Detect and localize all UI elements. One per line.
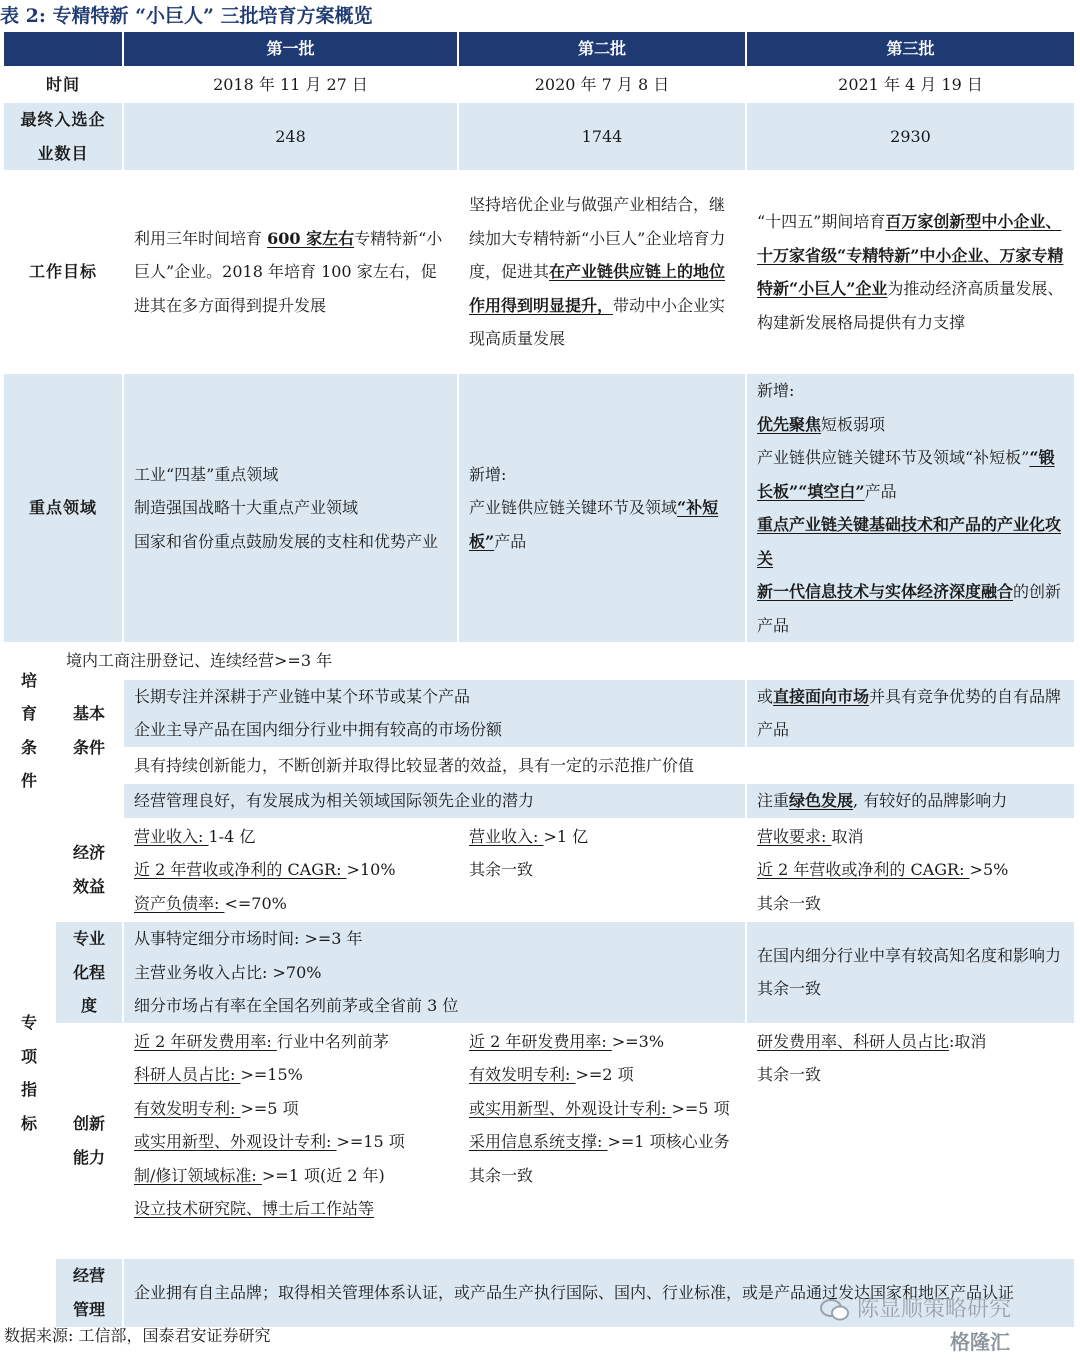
cond-blank (56, 784, 124, 820)
cond-management: 经营管理良好，有发展成为相关领域国际领先企业的潜力 (124, 784, 747, 820)
econ-batch3: 营收要求: 取消 近 2 年营收或净利的 CAGR: >5% 其余一致 (747, 820, 1076, 923)
watermark-text: 陈显顺策略研究 (857, 1297, 1012, 1322)
count-row (4, 103, 1076, 172)
wechat-icon (820, 1299, 850, 1321)
time-row (4, 68, 1076, 104)
count-batch3: 2930 (747, 103, 1076, 172)
focus-batch1: 工业“四基”重点领域 制造强国战略十大重点产业领域 国家和省份重点鼓励发展的支柱和优势产业 (124, 374, 459, 644)
spec-batch12: 从事特定细分市场时间: >=3 年 主营业务收入占比: >70% 细分市场占有率在全国名列前茅或全省前 3 位 (124, 922, 747, 1025)
focus-batch3: 新增: 优先聚焦短板弱项 产业链供应链关键环节及领域“补短板”“锻长板”“填空白”产品 重点产业链关键基础技术和产品的产业化攻关 新一代信息技术与实体经济深度融合的创新产品 (747, 374, 1076, 644)
econ-batch1: 营业收入: 1-4 亿 近 2 年营收或净利的 CAGR: >10% 资产负债率: <=70% (124, 820, 459, 923)
focus-row (4, 374, 1076, 644)
count-label (4, 103, 124, 172)
cond-own-brand: 或直接面向市场并具有竞争优势的自有品牌产品 (747, 680, 1076, 749)
innov-batch1: 近 2 年研发费用率: 行业中名列前茅 科研人员占比: >=15% 有效发明专利: >=5 项 或实用新型、外观设计专利: >=15 项 制/修订领域标准: >=1 项(近 2 年) 设立技术研究院、博士后工作站等 (124, 1025, 459, 1259)
spec-batch3: 在国内细分行业中享有较高知名度和影响力 其余一致 (747, 922, 1076, 1025)
cond-registration: 境内工商注册登记、连续经营>=3 年 (56, 644, 1076, 680)
header-batch2: 第二批 (459, 32, 747, 68)
header-row (4, 32, 1076, 68)
focus-batch2: 新增: 产业链供应链关键环节及领域“补短板”产品 (459, 374, 747, 644)
goal-row (4, 172, 1076, 374)
innov-batch3: 研发费用率、科研人员占比:取消 其余一致 (747, 1025, 1076, 1259)
goal-batch1: 利用三年时间培育 600 家左右专精特新“小巨人”企业。2018 年培育 100 家左右，促进其在多方面得到提升发展 (124, 172, 459, 374)
cond-innovation: 具有持续创新能力，不断创新并取得比较显著的效益，具有一定的示范推广价值 (124, 749, 1076, 785)
econ-batch2: 营业收入: >1 亿 其余一致 (459, 820, 747, 923)
cond-row-2 (4, 680, 1076, 749)
cond-group-label: 培 育 条 件 (4, 644, 56, 820)
batches-table (4, 32, 1076, 1329)
time-batch2: 2020 年 7 月 8 日 (459, 68, 747, 104)
data-source: 数据来源: 工信部，国泰君安证券研究 (4, 1326, 271, 1345)
header-batch1: 第一批 (124, 32, 459, 68)
mgmt-text: 企业拥有自主品牌；取得相关管理体系认证，或产品生产执行国际、国内、行业标准，或是产品通过发达国家和地区产品认证 (124, 1259, 1076, 1329)
count-label-line2: 业数目 (37, 143, 89, 163)
innov-row (4, 1025, 1076, 1259)
innov-label: 创新 能力 (56, 1025, 124, 1259)
table-title: 表 2: 专精特新 “小巨人” 三批培育方案概览 (0, 5, 373, 27)
focus-label: 重点领域 (4, 374, 124, 644)
count-batch2: 1744 (459, 103, 747, 172)
count-label-line1: 最终入选企 (20, 110, 106, 129)
cond-row-3 (4, 749, 1076, 785)
header-blank (4, 32, 124, 68)
econ-label: 经济 效益 (56, 820, 124, 923)
goal-label: 工作目标 (4, 172, 124, 374)
watermark-brand: 格隆汇 (950, 1330, 1010, 1354)
time-label: 时间 (4, 68, 124, 104)
innov-batch2: 近 2 年研发费用率: >=3% 有效发明专利: >=2 项 或实用新型、外观设计专利: >=5 项 采用信息系统支撑: >=1 项核心业务 其余一致 (459, 1025, 747, 1259)
basic-cond-label: 基本 条件 (56, 680, 124, 785)
cond-row-1 (4, 644, 1076, 680)
watermark (820, 1296, 1011, 1324)
spec-row (4, 922, 1076, 1025)
special-group-label: 专 项 指 标 (4, 820, 56, 1329)
count-batch1: 248 (124, 103, 459, 172)
header-batch3: 第三批 (747, 32, 1076, 68)
cond-row-4 (4, 784, 1076, 820)
cond-focus-products: 长期专注并深耕于产业链中某个环节或某个产品 企业主导产品在国内细分行业中拥有较高的市场份额 (124, 680, 747, 749)
time-batch1: 2018 年 11 月 27 日 (124, 68, 459, 104)
goal-batch2: 坚持培优企业与做强产业相结合，继续加大专精特新“小巨人”企业培育力度，促进其在产业链供应链上的地位作用得到明显提升，带动中小企业实现高质量发展 (459, 172, 747, 374)
spec-label: 专业 化程 度 (56, 922, 124, 1025)
time-batch3: 2021 年 4 月 19 日 (747, 68, 1076, 104)
mgmt-label: 经营 管理 (56, 1259, 124, 1329)
econ-row (4, 820, 1076, 923)
cond-green: 注重绿色发展, 有较好的品牌影响力 (747, 784, 1076, 820)
goal-batch3: “十四五”期间培育百万家创新型中小企业、十万家省级“专精特新”中小企业、万家专精特新“小巨人”企业为推动经济高质量发展、构建新发展格局提供有力支撑 (747, 172, 1076, 374)
